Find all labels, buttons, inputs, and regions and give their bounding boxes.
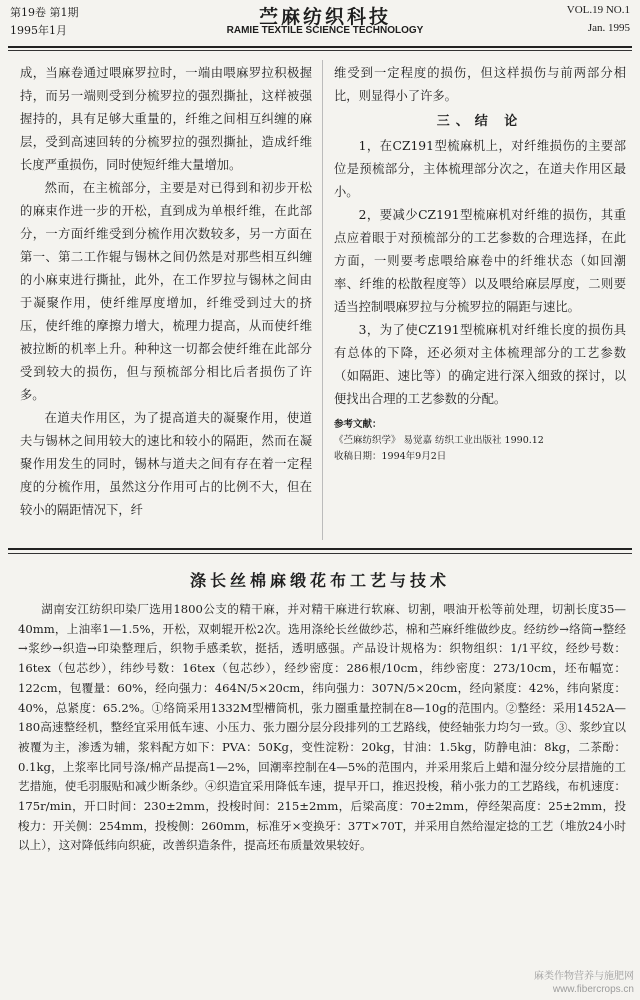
article-separator-thin bbox=[8, 553, 632, 554]
volume-issue-en: VOL.19 NO.1 bbox=[566, 4, 630, 16]
article2-title: 涤长丝棉麻缎花布工艺与技术 bbox=[189, 571, 450, 590]
conclusion-item: 2，要减少CZ191型梳麻机对纤维的损伤，其重点应着眼于对预梳部分的工艺参数的合理选择，在此方面，一则要考虑喂给麻卷中的纤维状态（如回潮率、纤维的松散程度等）以及喂给麻层厚度，二则要适当控制喂麻罗拉与分梳罗拉的隔距与速比。 bbox=[334, 208, 626, 314]
watermark bbox=[534, 970, 634, 996]
paragraph: 湖南安江纺织印染厂选用1800公支的精干麻，并对精干麻进行软麻、切割，喂油开松等前处理，切割长度35—40mm，上油率1—1.5%，开松，双刺辊开松2次。选用涤纶长丝做纱芯，棉和苎麻纤维做纱皮。经纺纱→络筒→整经→浆纱→织造→印染整理后，织物手感柔软，挺括，透明感强。产品设计规格为：织物组织：1/1平纹，经纱号数：16tex（包芯纱），纬纱号数：16tex（包芯纱），经纱密度：286根/10cm，纬纱密度：273/10cm，坯布幅宽：122cm，包覆量：60%，经向强力：464N/5×20cm，纬向强力：307N/5×20cm，经向紧度：42%，纬向紧度：40%，总紧度：65.2%。①络筒采用1332M型槽筒机，张力圈重量控制在8—10g的范围内。②整经：采用1452A—180高速整经机，整经宜采用低车速、小压力、张力圈分层分段排列的工艺路线，使经轴张力均匀一致。③、浆纱宜以被覆为主，渗透为辅，浆料配方如下：PVA：50Kg，变性淀粉：20kg，甘油：1.5kg，防静电油：8kg，二茶酚：0.1kg，上浆率比同号涤/棉产品提高1—2%，回潮率控制在4—5%的范围内，并采用浆后上蜡和湿分绞分层措施的工艺措施，使毛羽服贴和减少断条纱。④织造宜采用降低车速，提早开口，推迟投梭，稍小张力的工艺路线，布机速度：175r/min，开口时间：230±2mm，投梭时间：215±2mm，后梁高度：70±2mm，停经架高度：25±2mm，投梭力：开关侧：254mm，投梭侧：260mm，标准牙×变换牙：37T×70T，并采用自然给湿定捻的工艺（堆放24小时以上），这对降低纬向织疵，改善织造条件，提高坯布质量效果较好。 bbox=[18, 602, 626, 853]
section-heading: 三、结 论 bbox=[436, 114, 524, 129]
header-rule-thin bbox=[8, 50, 632, 51]
column-divider bbox=[322, 60, 323, 540]
journal-title-en: RAMIE TEXTILE SCIENCE TECHNOLOGY bbox=[226, 25, 424, 36]
references-heading: 参考文献： bbox=[334, 419, 382, 430]
paragraph: 成，当麻卷通过喂麻罗拉时，一端由喂麻罗拉积极握持，而另一端则受到分梳罗拉的强烈撕扯，这样被强握持的，具有足够大重量的，纤维之间相互纠缠的麻层，受到高速回转的分梳罗拉的强烈撕扯，造成纤维长度严重损伤，同时使短纤维大量增加。 bbox=[20, 66, 312, 172]
conclusion-item: 3，为了使CZ191型梳麻机对纤维长度的损伤具有总体的下降，还必须对主体梳理部分的工艺参数（如隔距、速比等）的确定进行深入细致的探讨，以便找出合理的工艺参数的分配。 bbox=[334, 323, 626, 406]
page-header bbox=[0, 0, 640, 48]
article2-body bbox=[18, 600, 626, 856]
references bbox=[334, 417, 626, 465]
issue-date-en: Jan. 1995 bbox=[587, 22, 630, 34]
article1-column-right bbox=[334, 62, 626, 465]
article1-column-left bbox=[20, 62, 312, 522]
paragraph: 维受到一定程度的损伤，但这样损伤与前两部分相比，则显得小了许多。 bbox=[334, 66, 626, 103]
header-rule bbox=[8, 46, 632, 48]
watermark-line: 麻类作物营养与施肥网 bbox=[534, 971, 634, 982]
watermark-url: www.fibercrops.cn bbox=[552, 984, 634, 995]
paragraph: 然而，在主梳部分，主要是对已得到和初步开松的麻束作进一步的开松，直到成为单根纤维，在此部分，一方面纤维受到分梳作用次数较多，另一方面在第一、第二工作辊与锡林之间仍然是对那些相互纠缠的小麻束进行撕扯，此外，在工作罗拉与锡林之间由于凝聚作用，使纤维厚度增加，纤维受到过大的挤压，使纤维的摩擦力增大，梳理力提高，从而使纤维被拉断的机率上升。种种这一切都会使纤维在此部分受到较大的损伤，但与预梳部分相比后者损伤了许多。 bbox=[20, 181, 312, 402]
issue-date: 1995年1月 bbox=[10, 24, 67, 37]
volume-issue: 第19卷 第1期 bbox=[10, 6, 79, 19]
reference-item: 《苎麻纺织学》 易觉嘉 纺织工业出版社 1990.12 bbox=[334, 435, 544, 446]
conclusion-item: 1，在CZ191型梳麻机上，对纤维损伤的主要部位是预梳部分，主体梳理部分次之，在道夫作用区最小。 bbox=[334, 139, 626, 199]
article-separator bbox=[8, 548, 632, 550]
paragraph: 在道夫作用区，为了提高道夫的凝聚作用，使道夫与锡林之间用较大的速比和较小的隔距，然而在凝聚作用发生的同时，锡林与道夫之间有存在着一定程度的分梳作用，虽然这分作用可占的比例不大，但在较小的隔距情况下，纤 bbox=[20, 411, 312, 517]
journal-title-cn: 苎麻纺织科技 bbox=[258, 6, 391, 28]
received-date: 收稿日期：1994年9月2日 bbox=[334, 451, 447, 462]
